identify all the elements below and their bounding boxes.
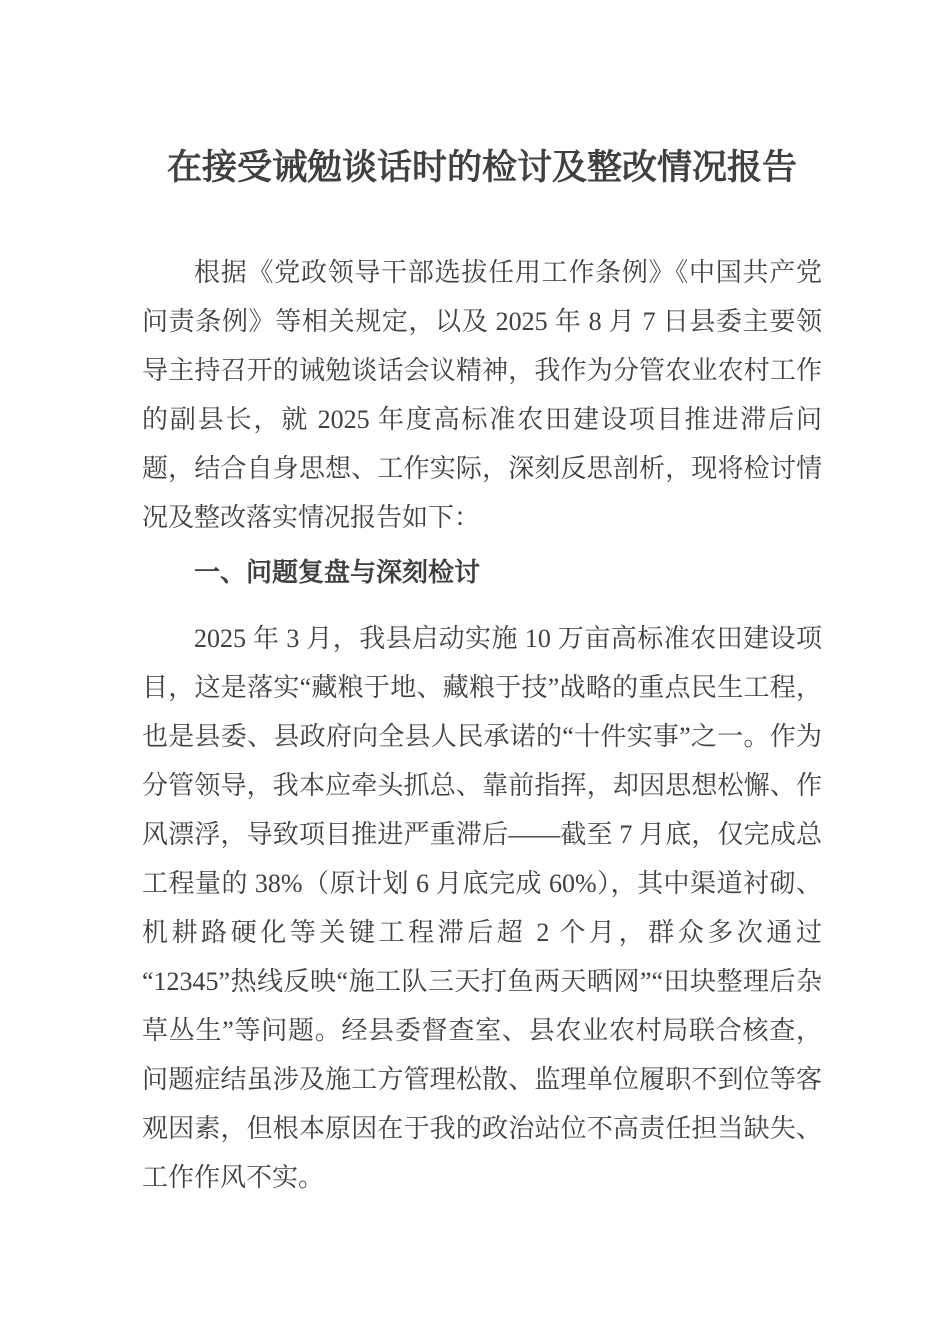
section-1-heading: 一、问题复盘与深刻检讨	[194, 558, 481, 587]
intro-paragraph: 根据《党政领导干部选拔任用工作条例》《中国共产党问责条例》等相关规定，以及 2025 年 8 月 7 日县委主要领导主持召开的诫勉谈话会议精神，我作为分管农业农村工作的副县长，就 2025 年度高标准农田建设项目推进滞后问题，结合自身思想、工作实际，深刻反思剖析，现将检讨情况及整改落实情况报告如下：	[142, 258, 822, 532]
document-title: 在接受诫勉谈话时的检讨及整改情况报告	[166, 148, 797, 187]
section-1-paragraph: 2025 年 3 月，我县启动实施 10 万亩高标准农田建设项目，这是落实“藏粮于地、藏粮于技”战略的重点民生工程，也是县委、县政府向全县人民承诺的“十件实事”之一。作为分管领导，我本应牵头抓总、靠前指挥，却因思想松懈、作风漂浮，导致项目推进严重滞后——截至 7 月底，仅完成总工程量的 38%（原计划 6 月底完成 60%），其中渠道衬砌、机耕路硬化等关键工程滞后超 2 个月，群众多次通过“12345”热线反映“施工队三天打鱼两天晒网”“田块整理后杂草丛生”等问题。经县委督查室、县农业农村局联合核查，问题症结虽涉及施工方管理松散、监理单位履职不到位等客观因素，但根本原因在于我的政治站位不高责任担当缺失、工作作风不实。	[142, 624, 822, 1192]
